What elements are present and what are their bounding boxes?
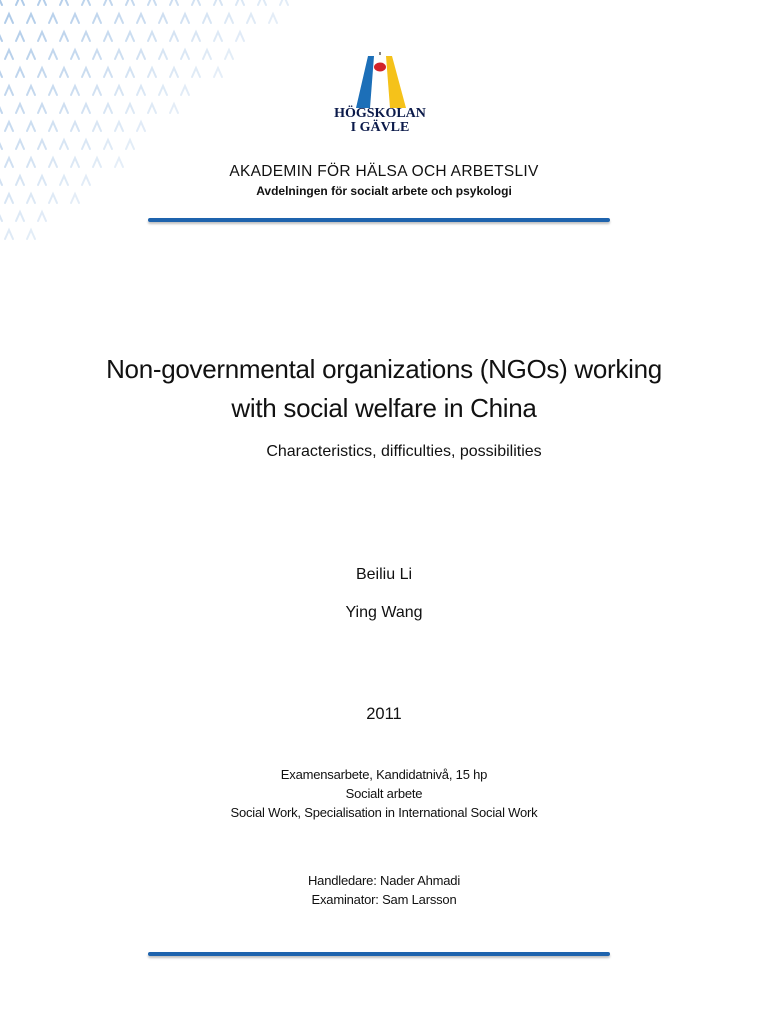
pattern-mark: [71, 86, 79, 95]
faculty-name: AKADEMIN FÖR HÄLSA OCH ARBETSLIV: [229, 163, 539, 180]
pattern-mark: [104, 0, 112, 5]
thesis-title: [60, 350, 708, 428]
pattern-mark: [71, 14, 79, 23]
pattern-mark: [60, 0, 68, 5]
pattern-mark: [214, 68, 222, 77]
pattern-mark: [93, 14, 101, 23]
pattern-mark: [5, 50, 13, 59]
pattern-mark: [60, 32, 68, 41]
pattern-mark: [38, 104, 46, 113]
pattern-mark: [148, 68, 156, 77]
pattern-mark: [137, 86, 145, 95]
pattern-mark: [159, 50, 167, 59]
pattern-mark: [71, 50, 79, 59]
pattern-mark: [159, 86, 167, 95]
author-2: Ying Wang: [345, 604, 423, 621]
pattern-mark: [170, 104, 178, 113]
pattern-mark: [115, 122, 123, 131]
pattern-mark: [82, 32, 90, 41]
pattern-mark: [5, 14, 13, 23]
thesis-subject: Socialt arbete: [345, 786, 423, 801]
pattern-mark: [126, 68, 134, 77]
pattern-mark: [82, 140, 90, 149]
pattern-mark: [137, 14, 145, 23]
supervisor: Handledare: Nader Ahmadi: [307, 873, 461, 888]
pattern-mark: [38, 140, 46, 149]
logo-text-line1: HÖGSKOLAN: [334, 106, 426, 121]
author-1: Beiliu Li: [355, 566, 413, 583]
pattern-mark: [38, 68, 46, 77]
pattern-mark: [115, 50, 123, 59]
pattern-mark: [16, 140, 24, 149]
pattern-mark: [0, 140, 2, 149]
logo-text-line2: I GÄVLE: [350, 120, 410, 135]
pattern-mark: [192, 32, 200, 41]
thesis-program: Social Work, Specialisation in International Social Work: [230, 805, 538, 820]
pattern-mark: [0, 0, 2, 5]
pattern-mark: [214, 32, 222, 41]
pattern-mark: [181, 50, 189, 59]
pattern-mark: [225, 50, 233, 59]
pattern-mark: [126, 0, 134, 5]
pattern-mark: [181, 14, 189, 23]
examiner: Examinator: Sam Larsson: [311, 892, 457, 907]
pattern-mark: [236, 0, 244, 5]
top-divider: [148, 218, 610, 222]
pattern-mark: [0, 104, 2, 113]
pattern-mark: [170, 32, 178, 41]
pattern-mark: [38, 212, 46, 221]
pattern-mark: [49, 50, 57, 59]
pattern-mark: [38, 32, 46, 41]
pattern-mark: [82, 68, 90, 77]
pattern-mark: [280, 0, 288, 5]
pattern-mark: [225, 14, 233, 23]
pattern-mark: [71, 122, 79, 131]
pattern-mark: [214, 0, 222, 5]
pattern-mark: [115, 14, 123, 23]
pattern-mark: [181, 86, 189, 95]
pattern-mark: [49, 86, 57, 95]
pattern-mark: [38, 0, 46, 5]
pattern-mark: [93, 86, 101, 95]
pattern-mark: [192, 68, 200, 77]
pattern-mark: [104, 68, 112, 77]
pattern-mark: [60, 140, 68, 149]
pattern-mark: [269, 14, 277, 23]
pattern-mark: [126, 140, 134, 149]
bottom-divider: [148, 952, 610, 956]
pattern-mark: [258, 0, 266, 5]
pattern-mark: [0, 32, 2, 41]
pattern-mark: [126, 104, 134, 113]
pattern-mark: [148, 0, 156, 5]
pattern-mark: [27, 122, 35, 131]
pattern-mark: [104, 140, 112, 149]
pattern-mark: [203, 14, 211, 23]
pattern-mark: [60, 68, 68, 77]
pattern-mark: [27, 50, 35, 59]
pattern-mark: [0, 68, 2, 77]
pattern-mark: [104, 104, 112, 113]
pattern-mark: [104, 32, 112, 41]
pattern-mark: [16, 104, 24, 113]
thesis-subtitle: Characteristics, difficulties, possibilities: [266, 443, 542, 460]
pattern-mark: [170, 0, 178, 5]
title-line-1: Non-governmental organizations (NGOs) working: [106, 354, 662, 384]
pattern-mark: [93, 50, 101, 59]
pattern-mark: [16, 68, 24, 77]
pattern-mark: [203, 50, 211, 59]
pattern-mark: [137, 122, 145, 131]
pattern-mark: [5, 122, 13, 131]
pattern-mark: [93, 122, 101, 131]
pattern-mark: [16, 0, 24, 5]
pattern-mark: [82, 104, 90, 113]
pattern-mark: [60, 104, 68, 113]
thesis-level: Examensarbete, Kandidatnivå, 15 hp: [280, 767, 488, 782]
department-name: Avdelningen för socialt arbete och psykologi: [256, 184, 512, 198]
pattern-mark: [236, 32, 244, 41]
pattern-mark: [27, 230, 35, 239]
pattern-mark: [148, 32, 156, 41]
pattern-mark: [115, 86, 123, 95]
pattern-mark: [82, 0, 90, 5]
pattern-mark: [49, 14, 57, 23]
pattern-mark: [5, 230, 13, 239]
pattern-mark: [16, 212, 24, 221]
title-line-2: with social welfare in China: [231, 393, 537, 423]
pattern-mark: [16, 32, 24, 41]
pattern-mark: [137, 50, 145, 59]
pattern-mark: [148, 104, 156, 113]
year: 2011: [366, 705, 402, 723]
pattern-mark: [126, 32, 134, 41]
pattern-mark: [0, 212, 2, 221]
pattern-mark: [247, 14, 255, 23]
pattern-mark: [5, 86, 13, 95]
pattern-mark: [159, 14, 167, 23]
pattern-mark: [27, 86, 35, 95]
pattern-mark: [170, 68, 178, 77]
pattern-mark: [192, 0, 200, 5]
pattern-mark: [49, 122, 57, 131]
pattern-mark: [27, 14, 35, 23]
